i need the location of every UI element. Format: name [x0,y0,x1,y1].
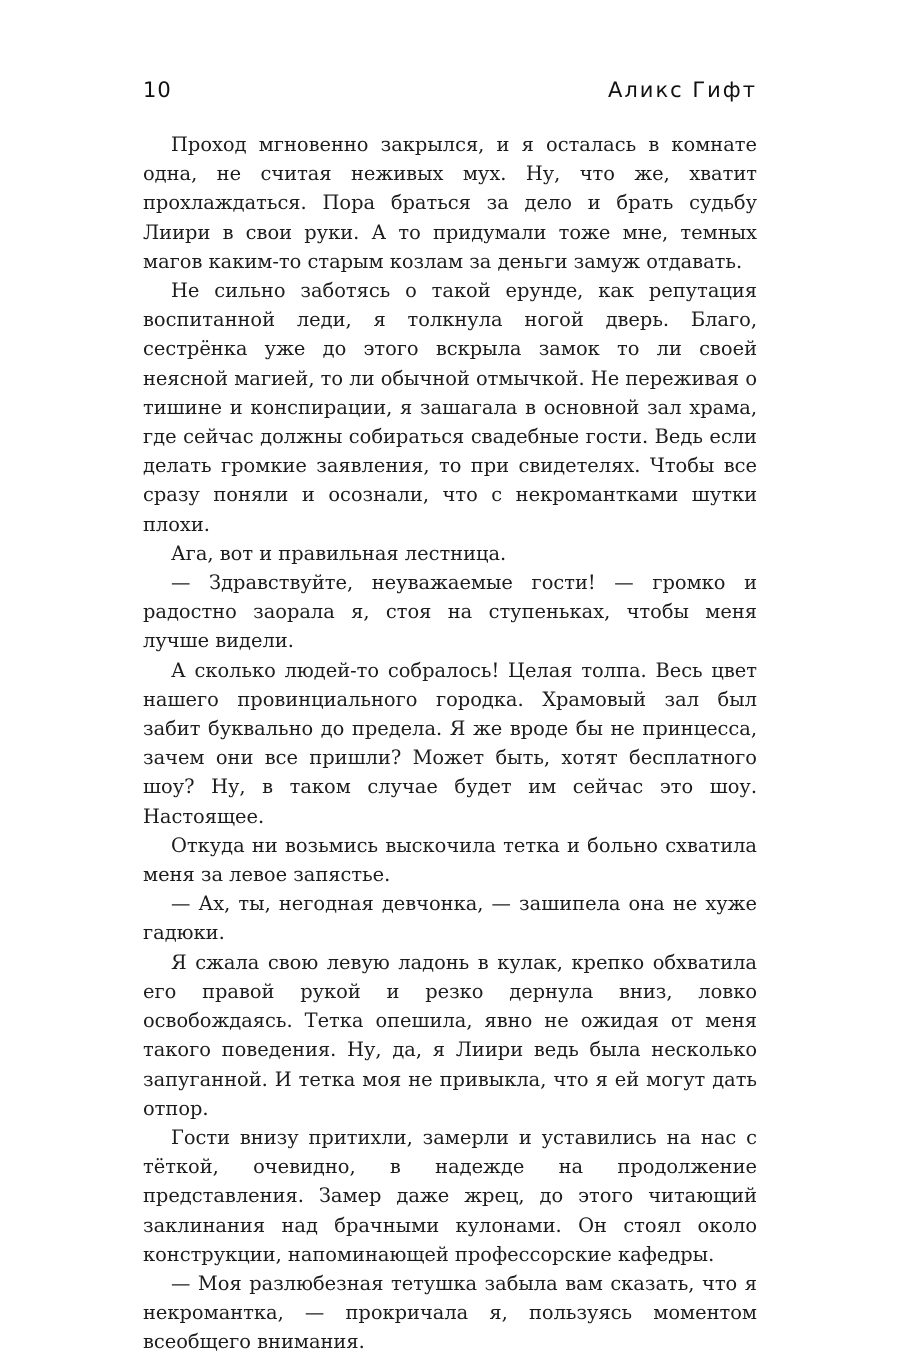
text-body [143,130,757,1357]
paragraph: Я сжала свою левую ладонь в кулак, крепко обхватила его правой рукой и резко дернула вниз, ловко освобождаясь. Тетка опешила, явно не ожидая от меня такого поведения. Ну, да, я Лиири ведь была несколько запуганной. И тетка моя не привыкла, что я ей могут дать отпор. [143,950,757,1120]
dialogue-line: — Здравствуйте, неуважаемые гости! — громко и радостно заорала я, стоя на ступеньках, чтобы меня лучше видели. [143,571,757,653]
paragraph: Гости внизу притихли, замерли и уставились на нас с тёткой, очевидно, в надежде на продолжение представления. Замер даже жрец, до этого читающий заклинания над брачными кулонами. Он стоял около конструкции, напоминающей профессорские кафедры. [143,1125,757,1266]
paragraph: А сколько людей-то собралось! Целая толпа. Весь цвет нашего провинциального городка. Храмовый зал был забит буквально до предела. Я же вроде бы не принцесса, зачем они все пришли? Может быть, хотят бесплатного шоу? Ну, в таком случае будет им сейчас это шоу. Настоящее. [143,658,757,828]
paragraph: Откуда ни возьмись выскочила тетка и больно схватила меня за левое запястье. [143,833,757,887]
paragraph: Проход мгновенно закрылся, и я осталась в комнате одна, не считая неживых мух. Ну, что же, хватит прохлаждаться. Пора браться за дело и брать судьбу Лиири в свои руки. А то придумали тоже мне, темных магов каким-то старым козлам за деньги замуж отдавать. [143,133,757,273]
paragraph: Не сильно заботясь о такой ерунде, как репутация воспитанной леди, я толкнула ногой дверь. Благо, сестрёнка уже до этого вскрыла замок то ли своей неясной магией, то ли обычной отмычкой. Не переживая о тишине и конспирации, я зашагала в основной зал храма, где сейчас должны собираться свадебные гости. Ведь если делать громкие заявления, то при свидетелях. Чтобы все сразу поняли и осознали, что с некромантками шутки плохи. [143,279,757,536]
paragraph: Ага, вот и правильная лестница. [171,541,507,565]
running-head [143,78,757,108]
book-author: Аликс Гифт [608,78,757,102]
dialogue-line: — Ах, ты, негодная девчонка, — зашипела она не хуже гадюки. [143,892,757,945]
page-number: 10 [143,78,172,102]
dialogue-line: — Моя разлюбезная тетушка забыла вам сказать, что я некромантка, — прокричала я, пользуясь моментом всеобщего внимания. [143,1271,757,1354]
